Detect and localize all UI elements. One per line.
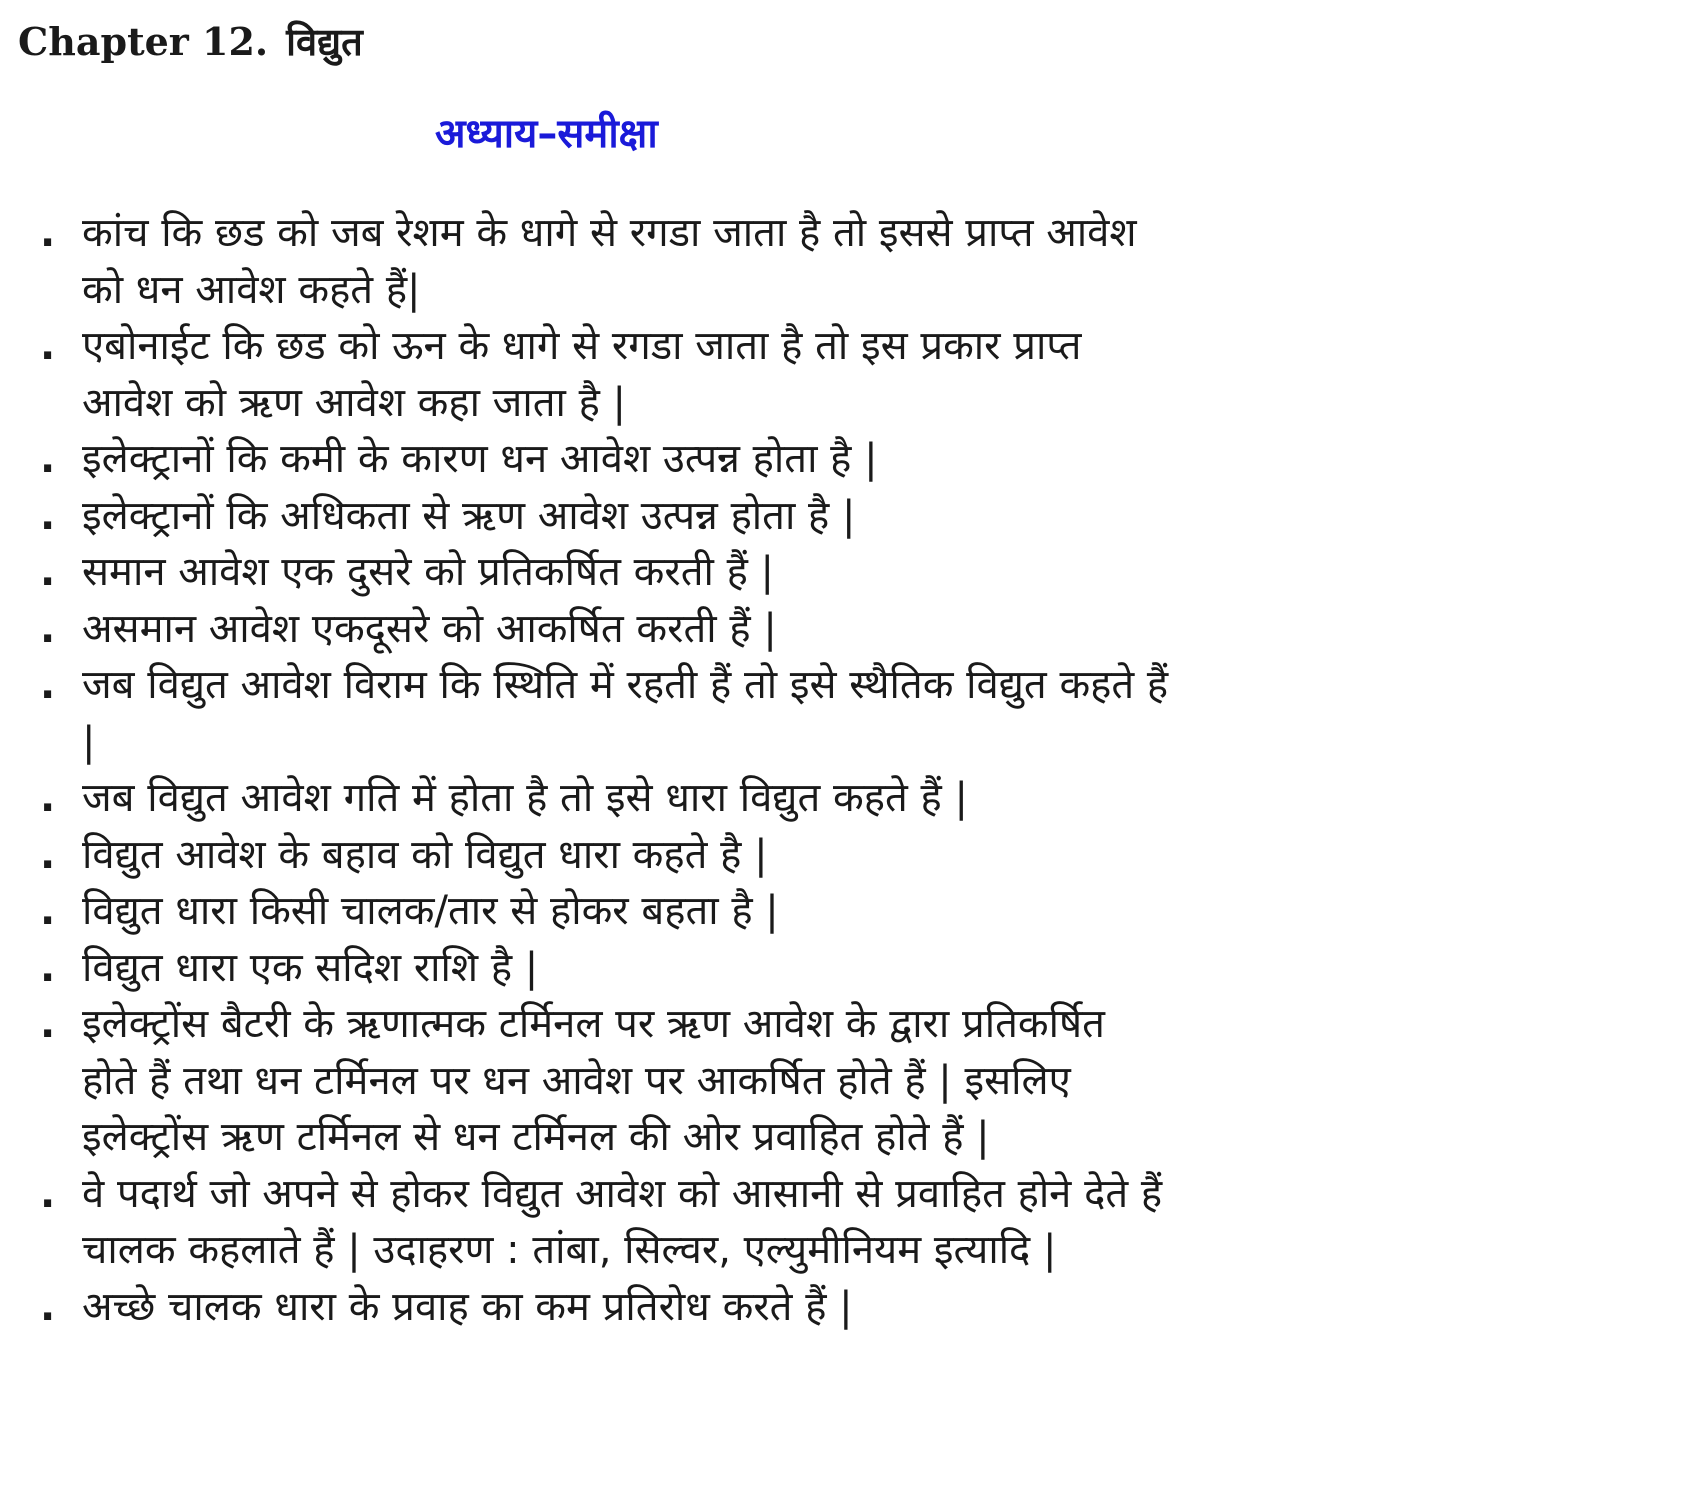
list-item	[40, 770, 1170, 827]
point-text: विद्युत आवेश के बहाव को विद्युत धारा कहते है |	[82, 831, 768, 878]
list-item	[40, 1166, 1170, 1279]
bullet-marker: .	[40, 888, 56, 934]
point-text: विद्युत धारा एक सदिश राशि है |	[82, 944, 539, 991]
list-item	[40, 1279, 1170, 1336]
bullet-marker: .	[40, 944, 56, 991]
point-text: वे पदार्थ जो अपने से होकर विद्युत आवेश को आसानी से प्रवाहित होने देते हैं चालक कहलाते हैं | उदाहरण : तांबा, सिल्वर, एल्युमीनियम इत्यादि |	[82, 1170, 1163, 1273]
point-text: इलेक्ट्रानों कि कमी के कारण धन आवेश उत्पन्न होता है |	[82, 436, 878, 482]
bullet-marker: .	[40, 492, 56, 539]
list-item	[40, 940, 1170, 997]
point-text: असमान आवेश एकदूसरे को आकर्षित करती हैं |	[82, 605, 777, 652]
point-text: जब विद्युत आवेश विराम कि स्थिति में रहती हैं तो इसे स्थैतिक विद्युत कहते हैं |	[82, 662, 1169, 765]
bullet-marker: .	[40, 662, 56, 708]
point-text: इलेक्ट्रानों कि अधिकता से ऋण आवेश उत्पन्न होता है |	[82, 492, 856, 539]
point-text: कांच कि छड को जब रेशम के धागे से रगडा जाता है तो इससे प्राप्त आवेश को धन आवेश कहते हैं|	[82, 210, 1137, 313]
point-text: इलेक्ट्रोंस बैटरी के ऋणात्मक टर्मिनल पर ऋण आवेश के द्वारा प्रतिकर्षित होते हैं तथा धन टर्मिनल पर धन आवेश पर आकर्षित होते हैं | इसलिए इलेक्ट्रोंस ऋण टर्मिनल से धन टर्मिनल की ओर प्रवाहित होते हैं |	[82, 1001, 1105, 1160]
list-item	[40, 431, 1170, 488]
bullet-marker: .	[40, 549, 56, 595]
bullet-marker: .	[40, 210, 56, 256]
summary-points-list	[40, 205, 1170, 1335]
chapter-title: विद्युत	[286, 20, 363, 64]
section-title: अध्याय–समीक्षा	[435, 111, 658, 157]
list-item	[40, 996, 1170, 1166]
chapter-label: Chapter 12.	[18, 19, 269, 64]
bullet-marker: .	[40, 323, 56, 369]
list-item	[40, 488, 1170, 545]
point-text: विद्युत धारा किसी चालक/तार से होकर बहता है |	[82, 888, 779, 934]
list-item	[40, 318, 1170, 431]
list-item	[40, 544, 1170, 601]
bullet-marker: .	[40, 1001, 56, 1047]
point-text: समान आवेश एक दुसरे को प्रतिकर्षित करती हैं |	[82, 549, 774, 595]
list-item	[40, 883, 1170, 940]
bullet-marker: .	[40, 831, 56, 878]
list-item	[40, 601, 1170, 658]
point-text: अच्छे चालक धारा के प्रवाह का कम प्रतिरोध करते हैं |	[82, 1283, 853, 1330]
bullet-marker: .	[40, 1283, 56, 1330]
list-item	[40, 827, 1170, 884]
point-text: जब विद्युत आवेश गति में होता है तो इसे धारा विद्युत कहते हैं |	[82, 775, 968, 821]
bullet-marker: .	[40, 775, 56, 821]
bullet-marker: .	[40, 436, 56, 482]
point-text: एबोनाईट कि छड को ऊन के धागे से रगडा जाता है तो इस प्रकार प्राप्त आवेश को ऋण आवेश कहा जाता है |	[82, 323, 1082, 426]
chapter-heading	[18, 14, 363, 70]
list-item	[40, 205, 1170, 318]
list-item	[40, 657, 1170, 770]
bullet-marker: .	[40, 1170, 56, 1217]
bullet-marker: .	[40, 605, 56, 652]
